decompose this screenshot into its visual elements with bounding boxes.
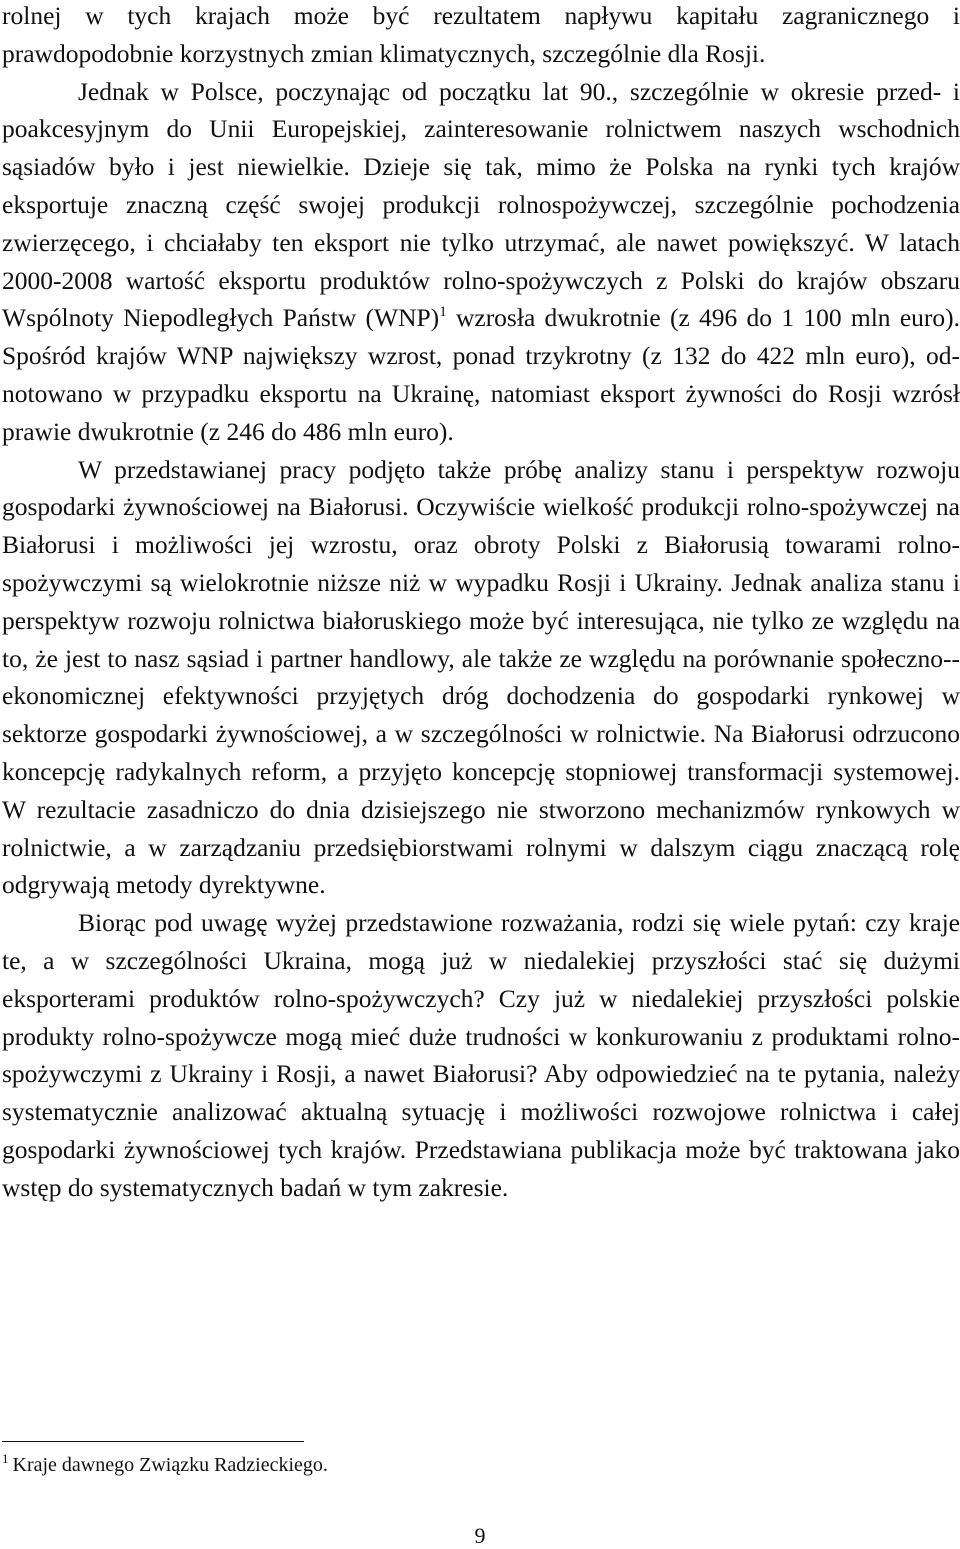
paragraph-2-text-b: wzrosła dwukrotnie (z 496 do 1 100 mln euro). Spośród krajów WNP największy wzrost, ponad trzykrotny (z 132 do 422 mln euro), odnotowano w przypadku eksportu na Ukrainę, natomiast eksport żywności do Rosji wzrósł prawie dwukrotnie (z 246 do 486 mln euro).: [2, 303, 960, 446]
footnote: [2, 1452, 328, 1478]
paragraph-3: [2, 451, 960, 905]
paragraph-1-text: rolnej w tych krajach może być rezultatem napływu kapitału zagranicznego i prawdopodobnie korzystnych zmian klimatycznych, szczególnie dla Rosji.: [2, 1, 960, 68]
paragraph-4: [2, 904, 960, 1206]
paragraph-2-text-a: Jednak w Polsce, poczynając od początku lat 90., szczególnie w okresie przed- i poakcesyjnym do Unii Europejskiej, zainteresowanie rolnictwem naszych wschodnich sąsiadów było i jest niewielkie. Dzieje się tak, mimo że Polska na rynki tych krajów eksportuje znaczną część swojej produkcji rolnospożywczej, szczególnie pochodzenia zwierzęcego, i chciałaby ten eksport nie tylko utrzymać, ale nawet powiększyć. W latach 2000-2008 wartość eksportu produktów rolno-spożywczych z Polski do krajów obszaru Wspólnoty Niepodległych Państw (WNP): [2, 76, 960, 333]
main-text: [2, 0, 960, 1207]
paragraph-1: [2, 0, 960, 73]
footnote-marker: 1: [2, 1451, 9, 1466]
footnote-separator: [2, 1441, 304, 1442]
footnote-reference[interactable]: 1: [439, 304, 447, 321]
paragraph-4-text: Biorąc pod uwagę wyżej przedstawione rozważania, rodzi się wiele pytań: czy kraje te, a w szczególności Ukraina, mogą już w niedalekiej przyszłości stać się dużymi eksporterami produktów rolno-spożywczych? Czy już w niedalekiej przyszłości polskie produkty rolno-spożywcze mogą mieć duże trudności w konkurowaniu z produktami rolno-spożywczymi z Ukrainy i Rosji, a nawet Białorusi? Aby odpowiedzieć na te pytania, należy systematycznie analizować aktualną sytuację i możliwości rozwojowe rolnictwa i całej gospodarki żywnościowej tych krajów. Przedstawiana publikacja może być traktowana jako wstęp do systematycznych badań w tym zakresie.: [2, 908, 960, 1202]
paragraph-2: [2, 73, 960, 451]
page-number: 9: [474, 1523, 486, 1548]
paragraph-3-text: W przedstawianej pracy podjęto także próbę analizy stanu i perspektyw rozwoju gospodarki żywnościowej na Białorusi. Oczywiście wielkość produkcji rolno-spożywczej na Białorusi i możliwości jej wzrostu, oraz obroty Polski z Białorusią towarami rolno-spożywczymi są wielokrotnie niższe niż w wypadku Rosji i Ukrainy. Jednak analiza stanu i perspektyw rozwoju rolnictwa białoruskiego może być interesująca, nie tylko ze względu na to, że jest to nasz sąsiad i partner handlowy, ale także ze względu na porównanie społeczno--ekonomicznej efektywności przyjętych dróg dochodzenia do gospodarki rynkowej w sektorze gospodarki żywnościowej, a w szczególności w rolnictwie. Na Białorusi odrzucono koncepcję radykalnych reform, a przyjęto koncepcję stopniowej transformacji systemowej. W rezultacie zasadniczo do dnia dzisiejszego nie stworzono mechanizmów rynkowych w rolnictwie, a w zarządzaniu przedsiębiorstwami rolnymi w dalszym ciągu znaczącą rolę odgrywają metody dyrektywne.: [2, 454, 960, 900]
footnote-text: Kraje dawnego Związku Radzieckiego.: [12, 1454, 328, 1476]
